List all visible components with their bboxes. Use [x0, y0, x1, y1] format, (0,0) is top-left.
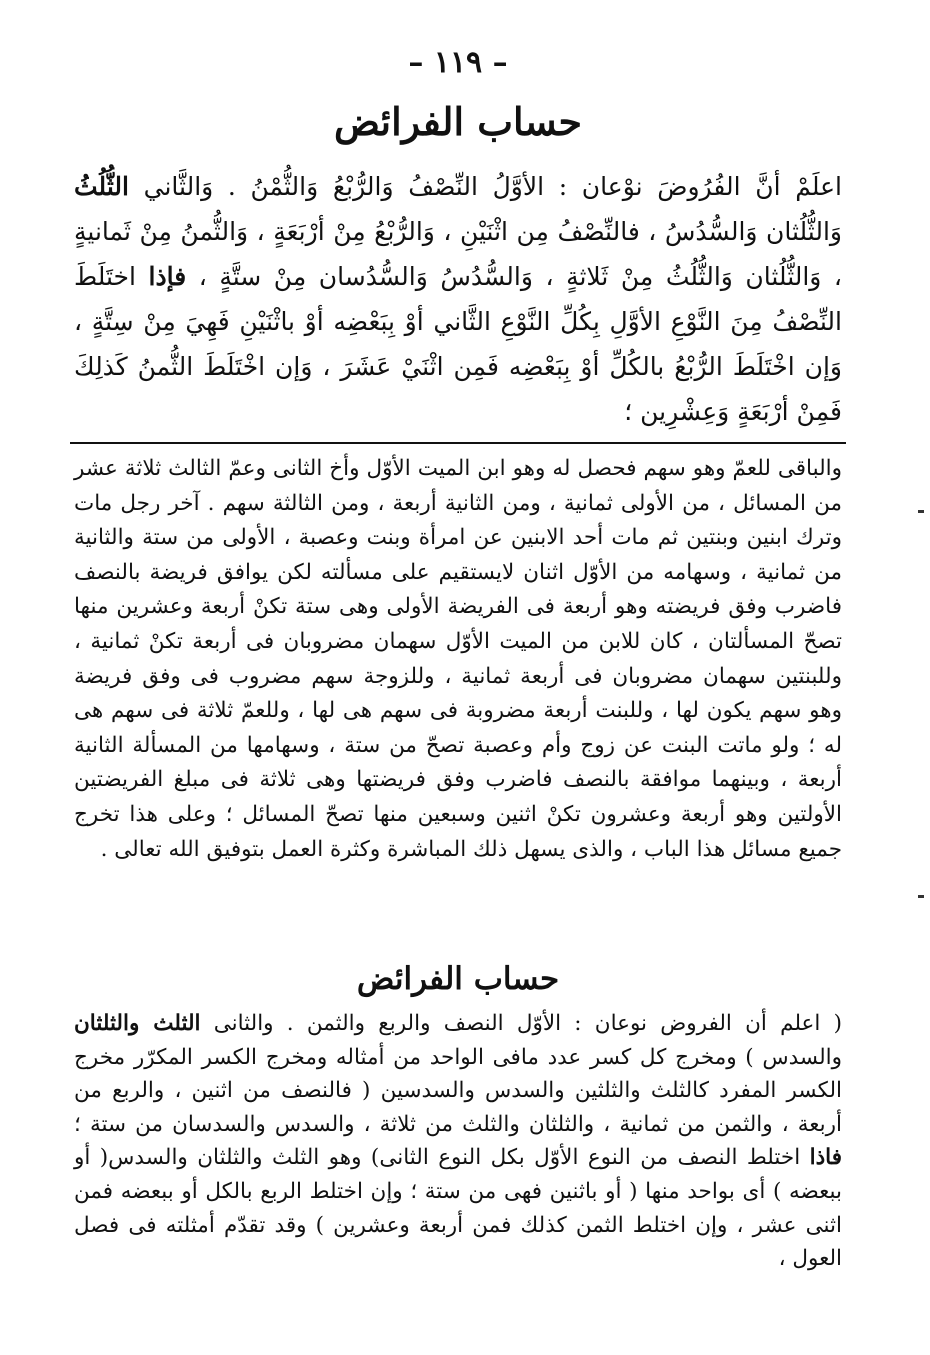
- sharh-part3: اختلط النصف من النوع الأوّل بكل النوع الثانى) وهو الثلث والثلثان والسدس( أو ببعضه ) أى بواحد منها ( أو باثنين فهى من ستة ؛ وإن اختلط الربع بالكل أو ببعضه فمن اثنى عشر ، وإن اختلط الثمن كذلك فمن أربعة وعشرين ) وقد تقدّم أمثلته فى فصل العول ،: [74, 1145, 842, 1272]
- matn-intro: اعلَمْ أنَّ الفُرُوضَ نوْعان : الأوَّلُ النِّصْفُ وَالرُّبْعُ وَالثُّمْنُ . وَالثَّاني: [128, 172, 842, 201]
- sharh-part2-bold: فاذا: [809, 1145, 842, 1171]
- page: [70, 40, 846, 1282]
- margin-mark: [918, 510, 924, 513]
- sharh-part1-bold: الثلث والثلثان: [74, 1011, 201, 1036]
- page-number: – ١١٩ –: [408, 45, 508, 80]
- sharh-part2: والسدس ) ومخرج كل كسر عدد مافى الواحد من أمثاله ومخرج الكسر المكرّر مخرج الكسر المفرد كالثلث والثلثين والسدس والسدسين ( فالنصف من اثنين ، والربع من أربعة ، والثمن من ثمانية ، والثلثان والثلث من ثلاثة ، والسدس والسدسان من ستة ؛: [74, 1044, 842, 1137]
- matn-text: [70, 158, 846, 436]
- chapter-title: حساب الفرائض: [334, 99, 582, 144]
- matn-body: وَالثُّلُثان وَالسُّدُسُ ، فالنِّصْفُ مِن اثْنَيْنِ ، وَالرُّبْعُ مِنْ أرْبَعَةٍ ، وَالثُّمنُ مِنْ ثَمانيةٍ ، وَالثُّلُثان وَالثُّلُثُ مِنْ ثَلاثةٍ ، وَالسُّدُسُ وَالسُّدُسان مِنْ ستَّةٍ ،: [74, 217, 842, 291]
- matn-ending: اختَلَطَ النِّصْفُ مِنَ النَّوْعِ الأوَّلِ بِكُلِّ النَّوْعِ الثَّاني أوْ بِبَعْضِه أوْ باثْنَيْنِ فَهِيَ مِنْ سِتَّةٍ ، وَإن اخْتَلَطَ الرُّبْعُ بالكُلِّ أوْ بِبَعْضِه فَمِن اثْنَيْ عَشَرَ ، وَإن اخْتَلَطَ الثُّمنُ كَذلِكَ فَمِنْ أرْبَعَةٍ وَعِشْرِين ؛: [74, 262, 842, 426]
- sharh-text: [70, 1007, 846, 1282]
- matn-thulth: الثُّلُثُ: [74, 172, 129, 201]
- matn-fa-idha: فإذا: [148, 262, 187, 291]
- commentary-text: والباقى للعمّ وهو سهم فحصل له وهو ابن الميت الأوّل وأخ الثانى وعمّ الثالث ثلاثة عشر من المسائل ، من الأولى ثمانية ، ومن الثانية أربعة ، ومن الثالثة سهم . آخر رجل مات وترك ابنين وبنتين ثم مات أحد الابنين عن امرأة وبنت وعصبة ، الأولى من ستة والثانية من ثمانية ، وسهامه من الأوّل اثنان لايستقيم على مسألته لكن يوافق فريضة بالنصف فاضرب وفق فريضته وهو أربعة فى الفريضة الأولى وهى ستة تكنْ أربعة وعشرين منها تصحّ المسألتان ، كان للابن من الميت الأوّل سهمان مضروبان فى أربعة تكنْ ثمانية ، وللبنتين سهمان مضروبان فى أربعة ثمانية ، وللزوجة سهم مضروب فى وفق فريضة وهو سهم يكون لها ، وللبنت أربعة مضروبة فى سهم هى لها ، وللعمّ ثلاثة فى سهم هى له ؛ ولو ماتت البنت عن زوج وأم وعصبة تصحّ من ستة ، وسهامها من المسألة الثانية أربعة ، وبينهما موافقة بالنصف فاضرب وفق فريضتها وهى ثلاثة فى مبلغ الفريضتين الأولتين وهو أربعة وعشرون تكنْ اثنين وسبعين منها تصحّ المسائل ؛ وعلى هذا تخرج جميع مسائل هذا الباب ، والذى يسهل ذلك المباشرة وكثرة العمل بتوفيق الله تعالى .: [74, 456, 842, 862]
- section-divider: [70, 442, 846, 444]
- section-subtitle: حساب الفرائض: [356, 961, 560, 997]
- sharh-part1: ( اعلم أن الفروض نوعان : الأوّل النصف والربع والثمن . والثانى: [200, 1011, 842, 1036]
- margin-mark: [918, 895, 924, 898]
